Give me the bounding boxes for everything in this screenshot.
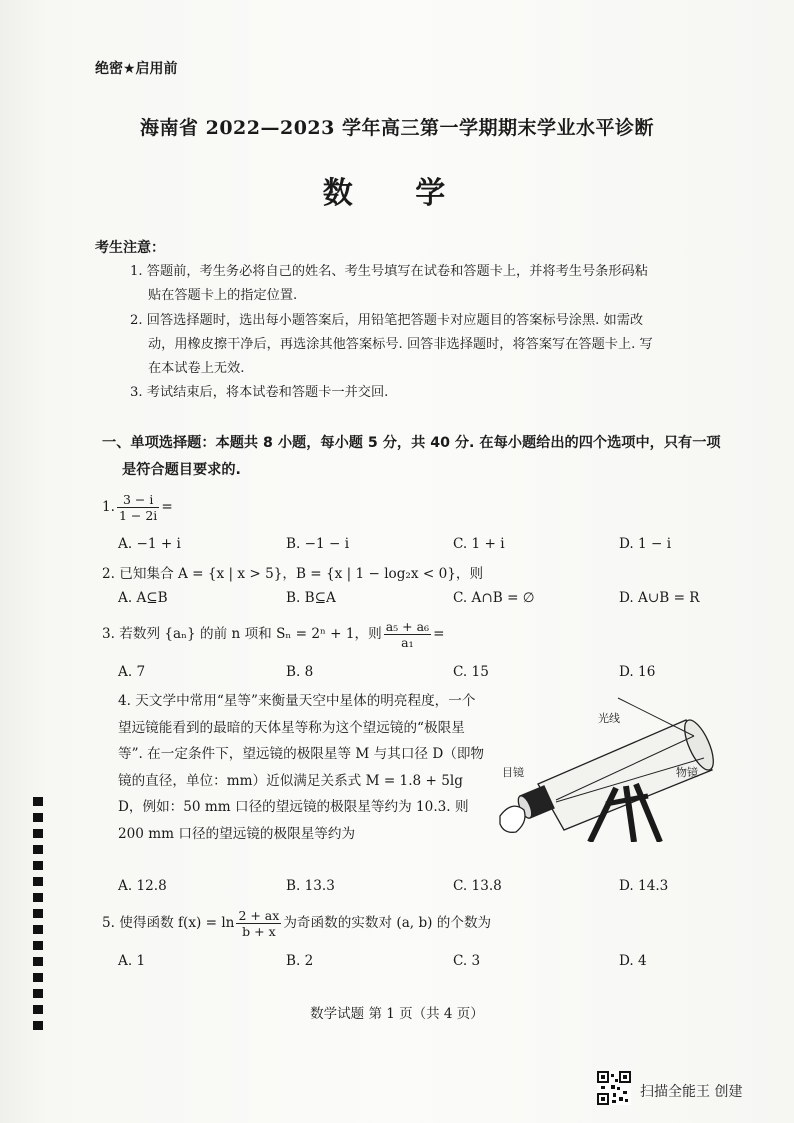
question-4-option-d: D. 14.3 — [619, 878, 669, 894]
question-5-option-b: B. 2 — [286, 953, 314, 969]
question-2-option-b: B. B⊆A — [286, 590, 336, 606]
question-4-stem: 4. 天文学中常用“星等”来衡量天空中星体的明亮程度，一个望远镜能看到的最暗的天体星等称为这个望远镜的“极限星等”. 在一定条件下，望远镜的极限星等 M 与其口径 D（即物镜的直径，单位：mm）近似满足关系式 M = 1.8 + 5lg D，例如：50 mm 口径的望远镜的极限星等约为 10.3. 则 200 mm 口径的望远镜的极限星等约为 — [118, 693, 485, 842]
equals-sign: = — [161, 499, 173, 515]
question-1-option-c: C. 1 + i — [453, 536, 505, 552]
question-2-stem: 2. 已知集合 A = {x | x > 5}，B = {x | 1 − log₂x < 0}，则 — [102, 566, 484, 582]
question-5-option-d: D. 4 — [619, 953, 647, 969]
fraction — [236, 908, 281, 939]
page-footer: 数学试题 第 1 页（共 4 页） — [310, 1006, 484, 1022]
equals-sign: = — [433, 626, 445, 642]
numerator: 3 − i — [117, 492, 159, 508]
notice-item-1-line-1: 1. 答题前，考生务必将自己的姓名、考生号填写在试卷和答题卡上，并将考生号条形码粘 — [130, 264, 648, 279]
question-5-option-c: C. 3 — [453, 953, 481, 969]
question-5-stem — [102, 908, 491, 939]
notice-heading: 考生注意： — [95, 240, 165, 256]
confidential-mark: 绝密★启用前 — [95, 61, 178, 77]
question-4-option-b: B. 13.3 — [286, 878, 335, 894]
notice-item-2-line-2: 动，用橡皮擦干净后，再选涂其他答案标号. 回答非选择题时，将答案写在答题卡上. 写 — [148, 337, 653, 352]
exam-title: 海南省 2022—2023 学年高三第一学期期末学业水平诊断 — [140, 117, 654, 139]
notice-item-3-line-1: 3. 考试结束后，将本试卷和答题卡一并交回. — [130, 385, 389, 400]
question-5-text-b: 为奇函数的实数对 (a, b) 的个数为 — [283, 915, 492, 931]
notice-item-1 — [130, 260, 770, 308]
label-eyepiece: 目镜 — [502, 766, 524, 779]
question-5-option-a: A. 1 — [118, 953, 146, 969]
question-3-option-c: C. 15 — [453, 664, 489, 680]
denominator: b + x — [242, 924, 276, 939]
section-heading — [102, 430, 762, 484]
question-2-option-d: D. A∪B = R — [619, 590, 700, 606]
notice-item-2 — [130, 309, 770, 381]
hand-sketch — [500, 806, 525, 832]
qr-code-icon — [597, 1071, 631, 1105]
binding-marks — [33, 797, 45, 1037]
question-1-stem — [102, 492, 173, 523]
numerator: 2 + ax — [238, 908, 280, 923]
label-light: 光线 — [598, 712, 620, 725]
telescope-figure — [498, 692, 748, 842]
numerator: a₅ + a₆ — [385, 619, 430, 634]
question-3-option-a: A. 7 — [118, 664, 146, 680]
question-3-text: 3. 若数列 {aₙ} 的前 n 项和 Sₙ = 2ⁿ + 1，则 — [102, 626, 382, 642]
fraction — [117, 492, 159, 523]
notice-item-2-line-3: 在本试卷上无效. — [148, 361, 245, 376]
label-objective: 物镜 — [676, 766, 698, 779]
question-2-option-a: A. A⊆B — [118, 590, 168, 606]
subject-title: 数 学 — [322, 176, 472, 211]
question-1-option-d: D. 1 − i — [619, 536, 672, 552]
notice-item-2-line-1: 2. 回答选择题时，选出每小题答案后，用铅笔把答题卡对应题目的答案标号涂黑. 如需改 — [130, 313, 644, 328]
question-5-text-a: 5. 使得函数 f(x) = ln — [102, 915, 235, 931]
question-3-option-d: D. 16 — [619, 664, 656, 680]
question-number: 1. — [102, 499, 115, 515]
question-3-option-b: B. 8 — [286, 664, 314, 680]
fraction — [384, 619, 431, 650]
section-heading-line-2: 是符合题目要求的. — [122, 462, 241, 478]
question-3-stem — [102, 619, 444, 650]
notice-item-3 — [130, 381, 770, 405]
denominator: 1 − 2i — [118, 508, 158, 523]
scanner-watermark: 扫描全能王 创建 — [640, 1084, 743, 1100]
notice-item-1-line-2: 贴在答题卡上的指定位置. — [148, 288, 298, 303]
question-4-option-a: A. 12.8 — [118, 878, 167, 894]
denominator: a₁ — [401, 635, 414, 650]
section-heading-line-1: 一、单项选择题：本题共 8 小题，每小题 5 分，共 40 分. 在每小题给出的四个选项中，只有一项 — [102, 435, 721, 451]
question-1-option-b: B. −1 − i — [286, 536, 350, 552]
question-2-option-c: C. A∩B = ∅ — [453, 590, 535, 606]
question-1-option-a: A. −1 + i — [118, 536, 181, 552]
question-4-option-c: C. 13.8 — [453, 878, 502, 894]
